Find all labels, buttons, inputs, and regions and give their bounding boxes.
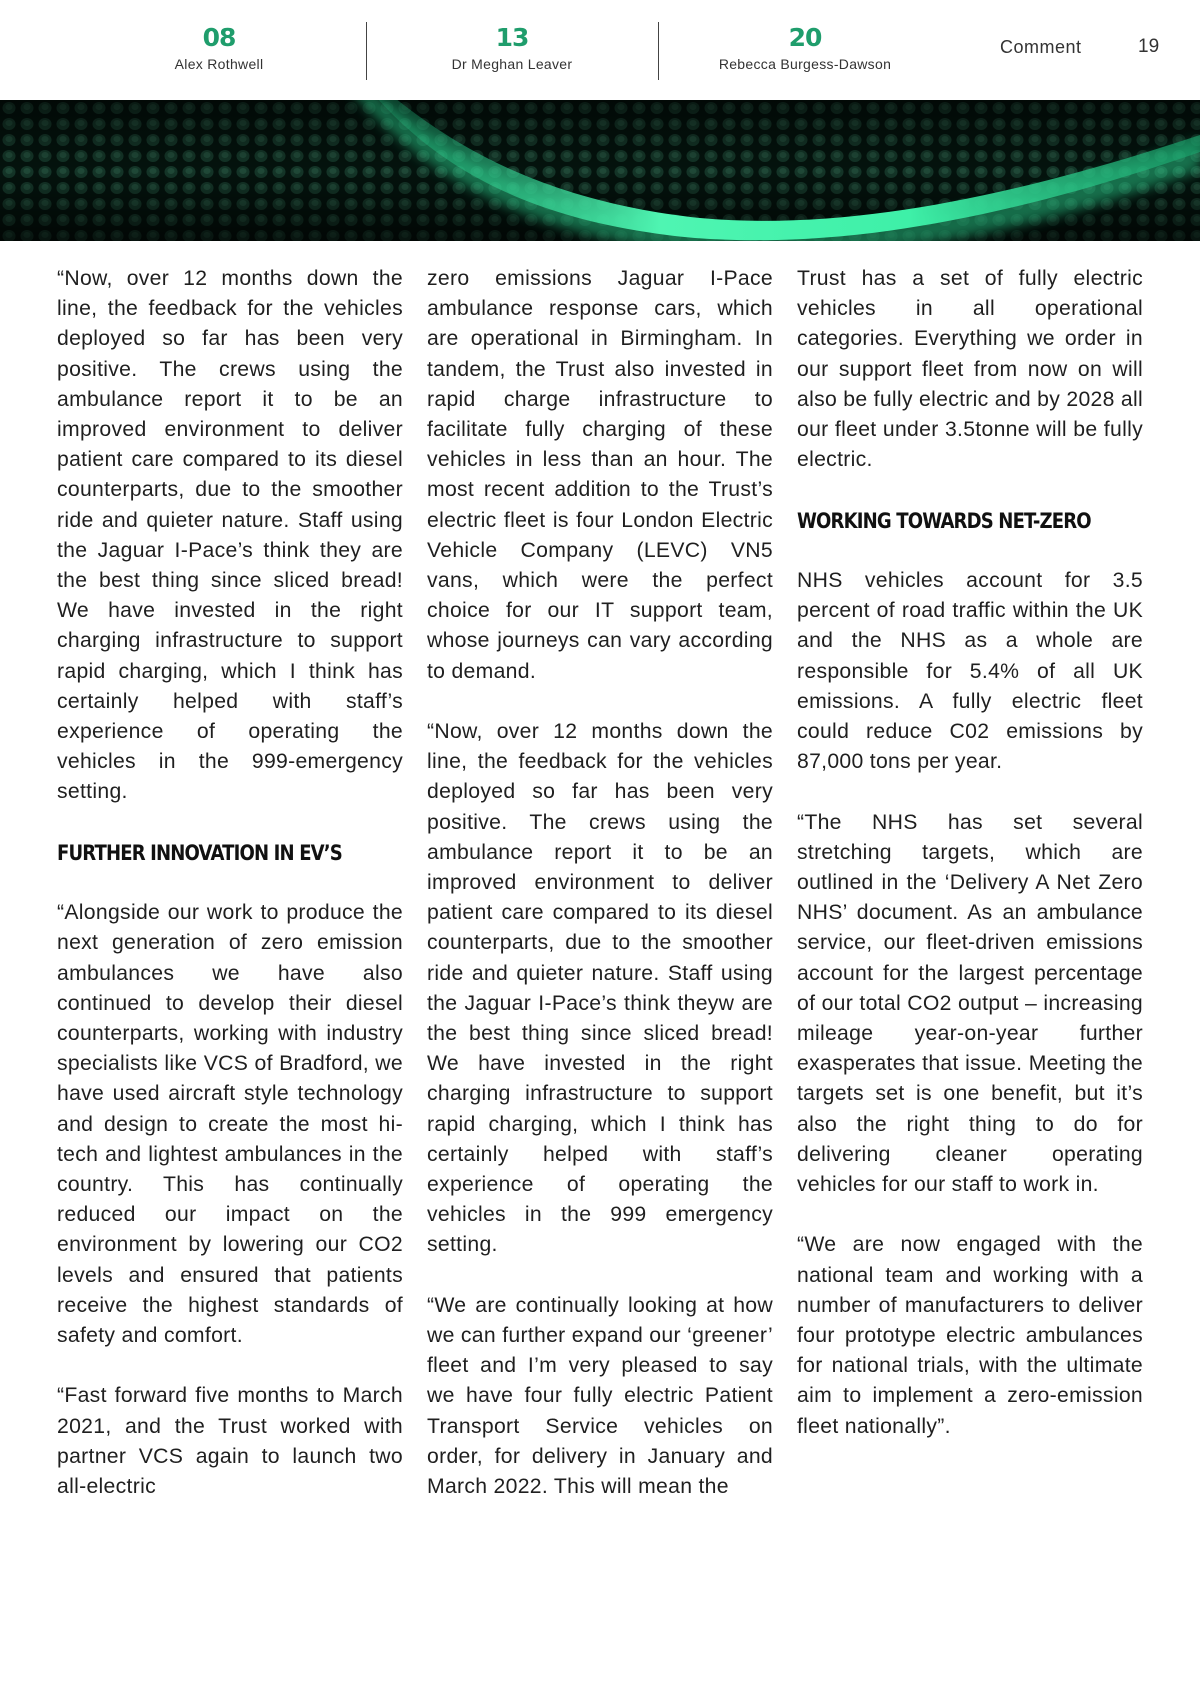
- section-label: Comment: [1000, 37, 1082, 57]
- banner-image: [0, 100, 1200, 241]
- contributor-name: Dr Meghan Leaver: [451, 56, 573, 72]
- header-divider: [366, 22, 367, 80]
- body-paragraph: “Now, over 12 months down the line, the feedback for the vehicles deployed so far has been very positive. The crews using the ambulance report it to be an improved environment to deliver patient care compared to its diesel counterparts, due to the smoother ride and quieter nature. Staff using the Jaguar I-Pace’s think theyw are the best thing since sliced bread! We have invested in the right charging infrastructure to support rapid charging, which I think has certainly helped with staff’s experience of operating the vehicles in the 999 emergency setting.: [427, 720, 773, 1257]
- page-number: 19: [1138, 36, 1160, 57]
- header-divider: [658, 22, 659, 80]
- body-paragraph: “We are continually looking at how we can further expand our ‘greener’ fleet and I’m very pleased to say we have four fully electric Patient Transport Service vehicles on order, for delivery in January and March 2022. This will mean the: [427, 1293, 773, 1499]
- body-paragraph: “Fast forward five months to March 2021, and the Trust worked with partner VCS again to launch two all-electric: [57, 1384, 403, 1499]
- article-column-2: [427, 264, 773, 1532]
- contributor-name: Rebecca Burgess-Dawson: [718, 56, 892, 72]
- body-paragraph: Trust has a set of fully electric vehicles in all operational categories. Everything we order in our support fleet from now on will also be fully electric and by 2028 all our fleet under 3.5tonne will be fully electric.: [797, 267, 1143, 472]
- contributor-page-number: 13: [495, 23, 529, 52]
- section-heading: FURTHER INNOVATION IN EV’S: [57, 840, 342, 865]
- article-column-3: [797, 264, 1143, 1472]
- article-column-1: [57, 264, 403, 1532]
- contributor-alex-rothwell[interactable]: [99, 24, 339, 72]
- body-paragraph: “We are now engaged with the national team and working with a number of manufacturers to deliver four prototype electric ambulances for national trials, with the ultimate aim to implement a zero-emission fleet nationally”.: [797, 1233, 1143, 1438]
- body-paragraph: “Alongside our work to produce the next generation of zero emission ambulances we have also continued to develop their diesel counterparts, working with industry specialists like VCS of Bradford, we have used aircraft style technology and design to create the most hi-tech and lightest ambulances in the country. This has continually reduced our impact on the environment by lowering our CO2 levels and ensured that patients receive the highest standards of safety and comfort.: [57, 901, 403, 1348]
- body-paragraph: “Now, over 12 months down the line, the feedback for the vehicles deployed so far has been very positive. The crews using the ambulance report it to be an improved environment to deliver patient care compared to its diesel counterparts, due to the smoother ride and quieter nature. Staff using the Jaguar I-Pace’s think they are the best thing since sliced bread! We have invested in the right charging infrastructure to support rapid charging, which I think has certainly helped with staff’s experience of operating the vehicles in the 999-emergency setting.: [57, 267, 403, 804]
- body-paragraph: NHS vehicles account for 3.5 percent of road traffic within the UK and the NHS as a whole are responsible for 5.4% of all UK emissions. A fully electric fleet could reduce C02 emissions by 87,000 tons per year.: [797, 569, 1143, 774]
- body-paragraph: zero emissions Jaguar I-Pace ambulance response cars, which are operational in Birmingham. In tandem, the Trust also invested in rapid charge infrastructure to facilitate fully charging of these vehicles in less than an hour. The most recent addition to the Trust’s electric fleet is four London Electric Vehicle Company (LEVC) VN5 vans, which were the perfect choice for our IT support team, whose journeys can vary according to demand.: [427, 267, 773, 683]
- body-paragraph: “The NHS has set several stretching targets, which are outlined in the ‘Delivery A Net Zero NHS’ document. As an ambulance service, our fleet-driven emissions account for the largest percentage of our total CO2 output – increasing mileage year-on-year further exasperates that issue. Meeting the targets set is one benefit, but it’s also the right thing to do for delivering cleaner operating vehicles for our staff to work in.: [797, 810, 1143, 1197]
- green-light-streak-icon: [0, 100, 1200, 241]
- contributor-name: Alex Rothwell: [174, 56, 264, 72]
- contributor-page-number: 20: [788, 23, 822, 52]
- page-header: [0, 0, 1200, 100]
- section-heading: WORKING TOWARDS NET-ZERO: [797, 508, 1091, 533]
- contributor-meghan-leaver[interactable]: [392, 24, 632, 72]
- contributor-rebecca-burgess-dawson[interactable]: [685, 24, 925, 72]
- contributor-page-number: 08: [202, 23, 236, 52]
